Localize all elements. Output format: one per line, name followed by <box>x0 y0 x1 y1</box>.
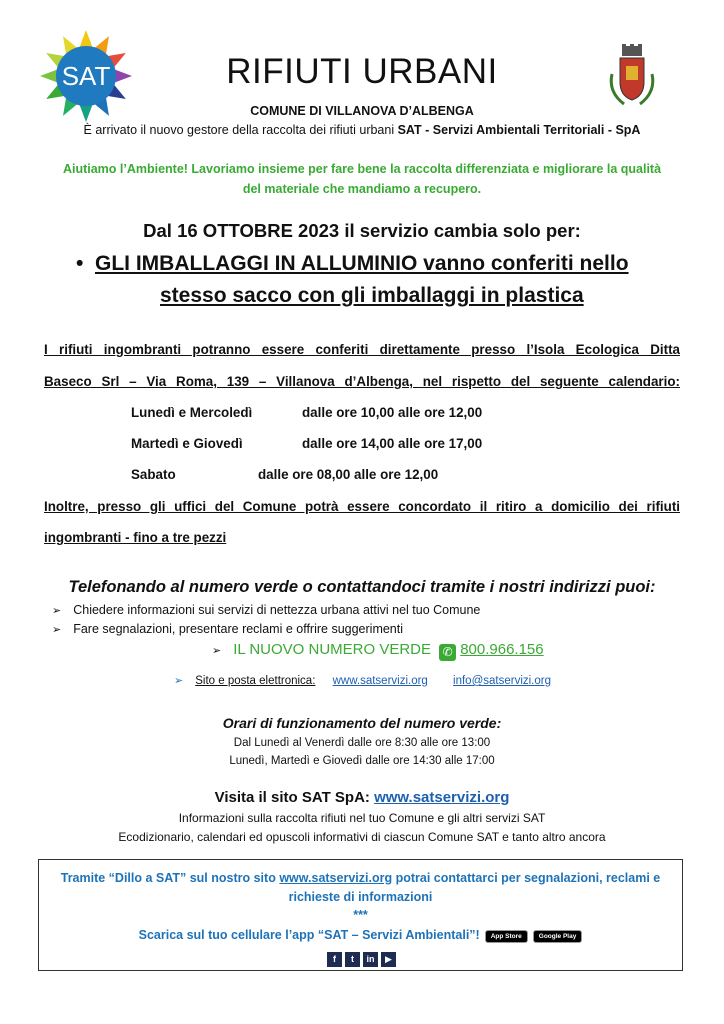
ingombranti-line-2: Baseco Srl – Via Roma, 139 – Villanova d’Albenga, nel rispetto del seguente calendario: <box>44 374 680 389</box>
box-line-1 <box>38 871 683 885</box>
box-app-line <box>38 928 683 943</box>
gestore-line <box>0 123 724 137</box>
app-store-badge[interactable]: App Store <box>485 930 528 943</box>
numero-verde-label: IL NUOVO NUMERO VERDE <box>233 641 432 658</box>
orari-line-2: Lunedì, Martedì e Giovedì dalle ore 14:30 alle 17:00 <box>229 755 495 767</box>
twitter-icon[interactable]: t <box>345 952 360 967</box>
contact-item-2-text: Fare segnalazioni, presentare reclami e offrire suggerimenti <box>73 622 404 636</box>
contact-item-2 <box>52 622 403 636</box>
visita-link[interactable]: www.satservizi.org <box>374 789 510 806</box>
schedule-hours-1: dalle ore 10,00 alle ore 12,00 <box>302 405 483 420</box>
schedule-days-2: Martedì e Giovedì <box>131 436 243 451</box>
gestore-name: SAT - Servizi Ambientali Territoriali - SpA <box>397 123 641 137</box>
phone-icon: ✆ <box>439 644 456 661</box>
numero-verde-line <box>212 641 544 661</box>
arrow-icon: ➢ <box>52 605 62 617</box>
contact-item-1-text: Chiedere informazioni sui servizi di nettezza urbana attivi nel tuo Comune <box>73 603 481 617</box>
facebook-icon[interactable]: f <box>327 952 342 967</box>
box-line-1-prefix: Tramite “Dillo a SAT” sul nostro sito <box>60 871 280 885</box>
box-line-2: richieste di informazioni <box>288 890 433 904</box>
schedule-hours-3: dalle ore 08,00 alle ore 12,00 <box>258 467 439 482</box>
visita-line <box>0 789 724 806</box>
page-title: RIFIUTI URBANI <box>226 52 498 91</box>
orari-heading: Orari di funzionamento del numero verde: <box>222 715 502 731</box>
comune-name: COMUNE DI VILLANOVA D’ALBENGA <box>250 104 474 118</box>
bullet-dot: • <box>76 252 84 275</box>
site-line <box>174 674 551 687</box>
social-icons <box>327 949 399 967</box>
box-separator: *** <box>353 908 368 922</box>
box-site-link[interactable]: www.satservizi.org <box>279 871 393 885</box>
arrow-icon: ➢ <box>212 645 222 657</box>
site-link[interactable]: www.satservizi.org <box>332 675 428 687</box>
visita-info-1: Informazioni sulla raccolta rifiuti nel tuo Comune e gli altri servizi SAT <box>178 811 546 825</box>
box-line-1-suffix: potrai contattarci per segnalazioni, reclami e <box>392 871 661 885</box>
bullet-line-2: stesso sacco con gli imballaggi in plastica <box>160 284 584 307</box>
appeal-line-1: Aiutiamo l’Ambiente! Lavoriamo insieme per fare bene la raccolta differenziata e migliorare la qualità <box>62 162 662 176</box>
arrow-icon: ➢ <box>52 624 62 636</box>
schedule-days-3: Sabato <box>131 467 176 482</box>
orari-line-1: Dal Lunedì al Venerdì dalle ore 8:30 alle ore 13:00 <box>233 737 491 749</box>
site-label: Sito e posta elettronica: <box>195 675 316 687</box>
youtube-icon[interactable]: ▶ <box>381 952 396 967</box>
schedule-hours-2: dalle ore 14,00 alle ore 17,00 <box>302 436 483 451</box>
ingombranti-line-1: I rifiuti ingombranti potranno essere conferiti direttamente presso l’Isola Ecologica Ditta <box>44 342 680 357</box>
contacts-heading: Telefonando al numero verde o contattandoci tramite i nostri indirizzi puoi: <box>68 578 656 596</box>
numero-verde-number[interactable]: 800.966.156 <box>460 641 544 658</box>
appeal-paragraph <box>40 159 684 199</box>
google-play-badge[interactable]: Google Play <box>533 930 583 943</box>
arrow-icon: ➢ <box>174 675 184 687</box>
linkedin-icon[interactable]: in <box>363 952 378 967</box>
gestore-prefix: È arrivato il nuovo gestore della raccolta dei rifiuti urbani <box>83 123 398 137</box>
bullet-line-1: GLI IMBALLAGGI IN ALLUMINIO vanno conferiti nello <box>95 252 629 275</box>
domicilio-line-1: Inoltre, presso gli uffici del Comune potrà essere concordato il ritiro a domicilio dei rifiuti <box>44 499 680 514</box>
change-heading: Dal 16 OTTOBRE 2023 il servizio cambia solo per: <box>143 220 581 241</box>
visita-info-2: Ecodizionario, calendari ed opuscoli informativi di ciascun Comune SAT e tanto altro ancora <box>118 830 606 844</box>
schedule-days-1: Lunedì e Mercoledì <box>131 405 253 420</box>
contact-item-1 <box>52 603 480 617</box>
app-line-text: Scarica sul tuo cellulare l’app “SAT – Servizi Ambientali”! <box>138 928 480 942</box>
email-link[interactable]: info@satservizi.org <box>453 675 551 687</box>
logo-text: SAT <box>61 61 111 91</box>
appeal-line-2: del materiale che mandiamo a recupero. <box>242 182 482 196</box>
visita-label: Visita il sito SAT SpA: <box>214 789 375 806</box>
domicilio-line-2: ingombranti - fino a tre pezzi <box>44 530 227 545</box>
